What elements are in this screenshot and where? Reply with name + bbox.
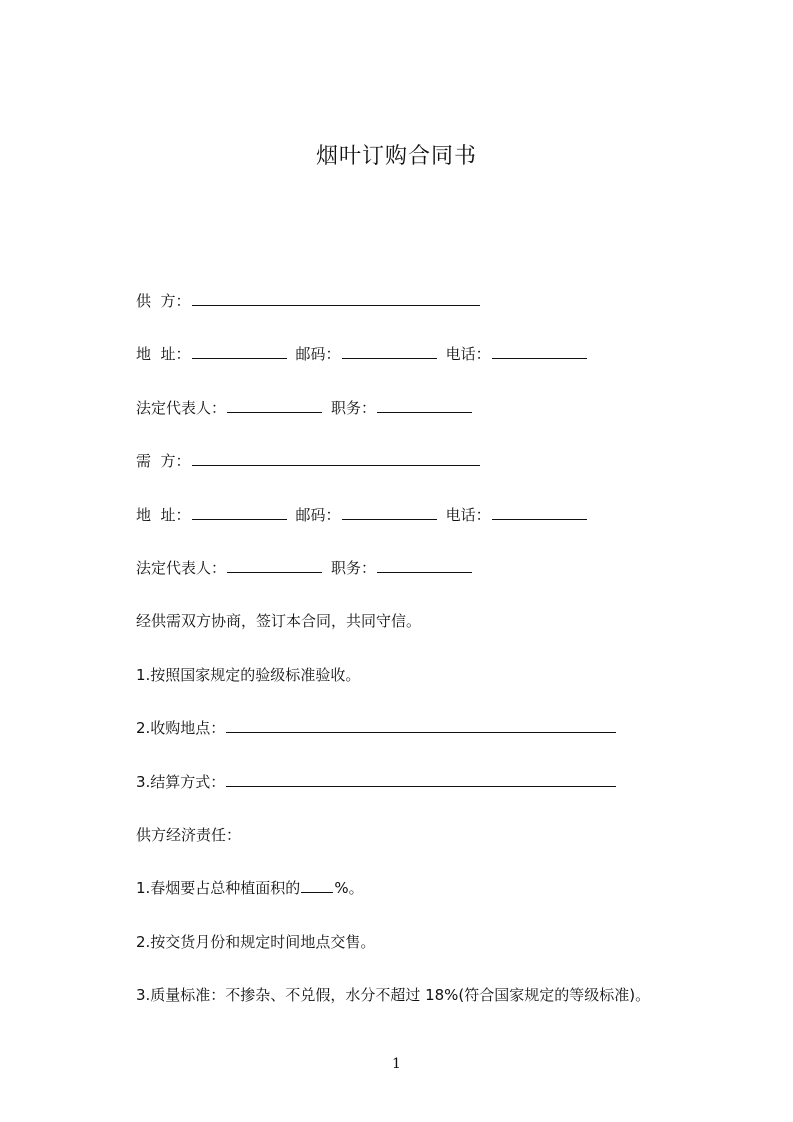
- supplier-legal-rep-label: 法定代表人：: [136, 399, 227, 417]
- supplier-postcode-label: 邮码：: [295, 345, 341, 363]
- duty-1-prefix: 1.春烟要占总种植面积的: [136, 879, 301, 897]
- intro-paragraph: 经供需双方协商，签订本合同，共同守信。: [136, 612, 422, 630]
- supplier-postcode-blank[interactable]: [342, 344, 437, 359]
- buyer-address-label: 地 址：: [136, 506, 191, 524]
- document-title: 烟叶订购合同书: [315, 144, 477, 169]
- buyer-postcode-label: 邮码：: [295, 506, 341, 524]
- supplier-legal-rep-line: [136, 398, 473, 418]
- supplier-phone-blank[interactable]: [492, 344, 587, 359]
- clause-1: 1.按照国家规定的验级标准验收。: [136, 666, 361, 684]
- settlement-method-blank[interactable]: [226, 772, 616, 787]
- clause-3-line: [136, 772, 617, 792]
- supplier-party-blank[interactable]: [192, 291, 480, 306]
- buyer-address-blank[interactable]: [192, 505, 287, 520]
- supplier-phone-label: 电话：: [445, 345, 491, 363]
- clause-2-line: [136, 718, 617, 738]
- supplier-duties-heading: 供方经济责任：: [136, 826, 242, 844]
- duty-1-suffix: %。: [334, 879, 364, 897]
- buyer-party-label: 需 方：: [136, 452, 191, 470]
- buyer-legal-rep-blank[interactable]: [227, 558, 322, 573]
- clause-3-label: 3.结算方式：: [136, 773, 226, 791]
- buyer-party-line: [136, 451, 481, 471]
- supplier-legal-rep-blank[interactable]: [227, 398, 322, 413]
- supplier-address-blank[interactable]: [192, 344, 287, 359]
- duty-2: 2.按交货月份和规定时间地点交售。: [136, 933, 376, 951]
- buyer-legal-rep-label: 法定代表人：: [136, 559, 227, 577]
- spring-tobacco-percent-blank[interactable]: [301, 878, 333, 893]
- supplier-address-line: [136, 344, 588, 364]
- duty-3: 3.质量标准：不掺杂、不兑假，水分不超过 18%(符合国家规定的等级标准)。: [136, 986, 651, 1004]
- buyer-position-label: 职务：: [331, 559, 377, 577]
- purchase-location-blank[interactable]: [226, 718, 616, 733]
- clause-2-label: 2.收购地点：: [136, 719, 226, 737]
- supplier-address-label: 地 址：: [136, 345, 191, 363]
- buyer-party-blank[interactable]: [192, 451, 480, 466]
- buyer-address-line: [136, 505, 588, 525]
- duty-1-line: [136, 878, 364, 898]
- buyer-phone-label: 电话：: [445, 506, 491, 524]
- supplier-position-label: 职务：: [331, 399, 377, 417]
- buyer-postcode-blank[interactable]: [342, 505, 437, 520]
- supplier-party-line: [136, 291, 481, 311]
- buyer-legal-rep-line: [136, 558, 473, 578]
- page-number: 1: [392, 1056, 401, 1072]
- buyer-phone-blank[interactable]: [492, 505, 587, 520]
- buyer-position-blank[interactable]: [377, 558, 472, 573]
- supplier-party-label: 供 方：: [136, 292, 191, 310]
- supplier-position-blank[interactable]: [377, 398, 472, 413]
